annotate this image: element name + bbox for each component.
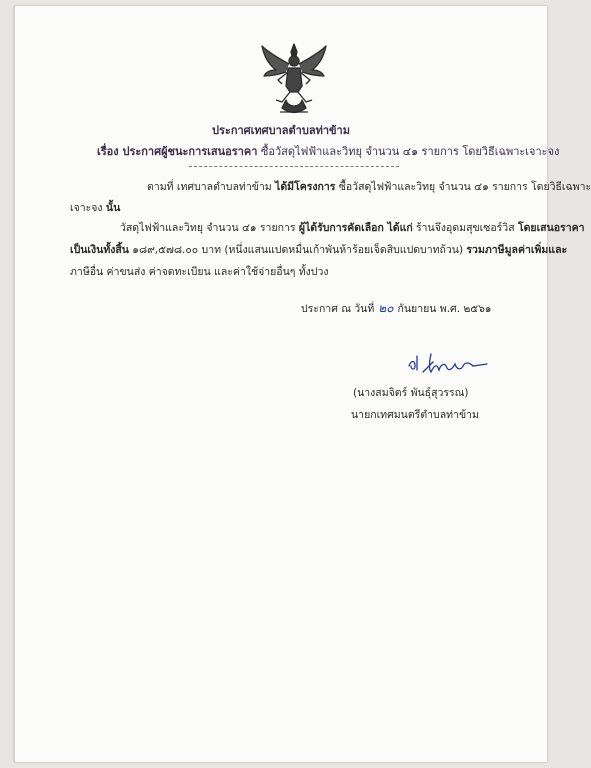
date-day-handwritten: ๒๐	[378, 301, 394, 315]
para2-b2: ๑๘๙,๕๗๘.๐๐ บาท (หนึ่งแสนแปดหมื่นเก้าพันห้าร้อยเจ็ดสิบแปดบาทถ้วน)	[128, 244, 467, 256]
signer-position: นายกเทศมนตรีตำบลท่าข้าม	[351, 409, 479, 421]
document-subject	[97, 142, 559, 160]
announcement-date	[301, 299, 492, 318]
paragraph-2-line-1	[120, 219, 585, 236]
para2-b3: รวมภาษีมูลค่าเพิ่มและ	[466, 244, 568, 256]
handwritten-signature	[403, 348, 491, 378]
para1-a4: ซื้อวัสดุไฟฟ้าและวิทยุ จำนวน ๔๑ รายการ โดยวิธีเฉพาะ	[335, 181, 591, 193]
para2-a3: ร้านจึงอุดมสุขเซอร์วิส	[412, 222, 518, 234]
para1-b2: นั้น	[105, 202, 121, 214]
para2-b1: เป็นเงินทั้งสิ้น	[70, 244, 129, 256]
para1-a2: เทศบาลตำบลท่าข้าม	[176, 181, 276, 193]
paragraph-1-line-2	[70, 199, 120, 216]
paragraph-2-line-3	[70, 263, 329, 280]
document-title: ประกาศเทศบาลตำบลท่าข้าม	[212, 124, 350, 137]
subject-text: ซื้อวัสดุไฟฟ้าและวิทยุ จำนวน ๔๑ รายการ โดยวิธีเฉพาะเจาะจง	[257, 145, 560, 158]
para1-a3: ได้มีโครงการ	[275, 181, 336, 193]
date-suffix: กันยายน พ.ศ. ๒๕๖๑	[397, 303, 492, 315]
paragraph-1-line-1	[147, 178, 591, 195]
divider-line	[189, 166, 399, 167]
para2-c1: ภาษีอื่น ค่าขนส่ง ค่าจดทะเบียน และค่าใช้จ่ายอื่นๆ ทั้งปวง	[70, 266, 329, 278]
para1-b1: เจาะจง	[70, 202, 106, 214]
subject-prefix: เรื่อง ประกาศผู้ชนะการเสนอราคา	[97, 145, 258, 158]
para2-a1: วัสดุไฟฟ้าและวิทยุ จำนวน ๔๑ รายการ	[120, 222, 299, 234]
para2-a2: ผู้ได้รับการคัดเลือก ได้แก่	[298, 222, 413, 234]
para2-a4: โดยเสนอราคา	[517, 222, 585, 234]
para1-a1: ตามที่	[147, 181, 177, 193]
signer-name: (นางสมจิตร์ พันธุ์สุวรรณ)	[353, 387, 469, 399]
document-page	[14, 6, 591, 762]
garuda-emblem-icon	[258, 42, 330, 118]
date-prefix: ประกาศ ณ วันที่	[301, 303, 375, 315]
paragraph-2-line-2	[70, 241, 567, 258]
